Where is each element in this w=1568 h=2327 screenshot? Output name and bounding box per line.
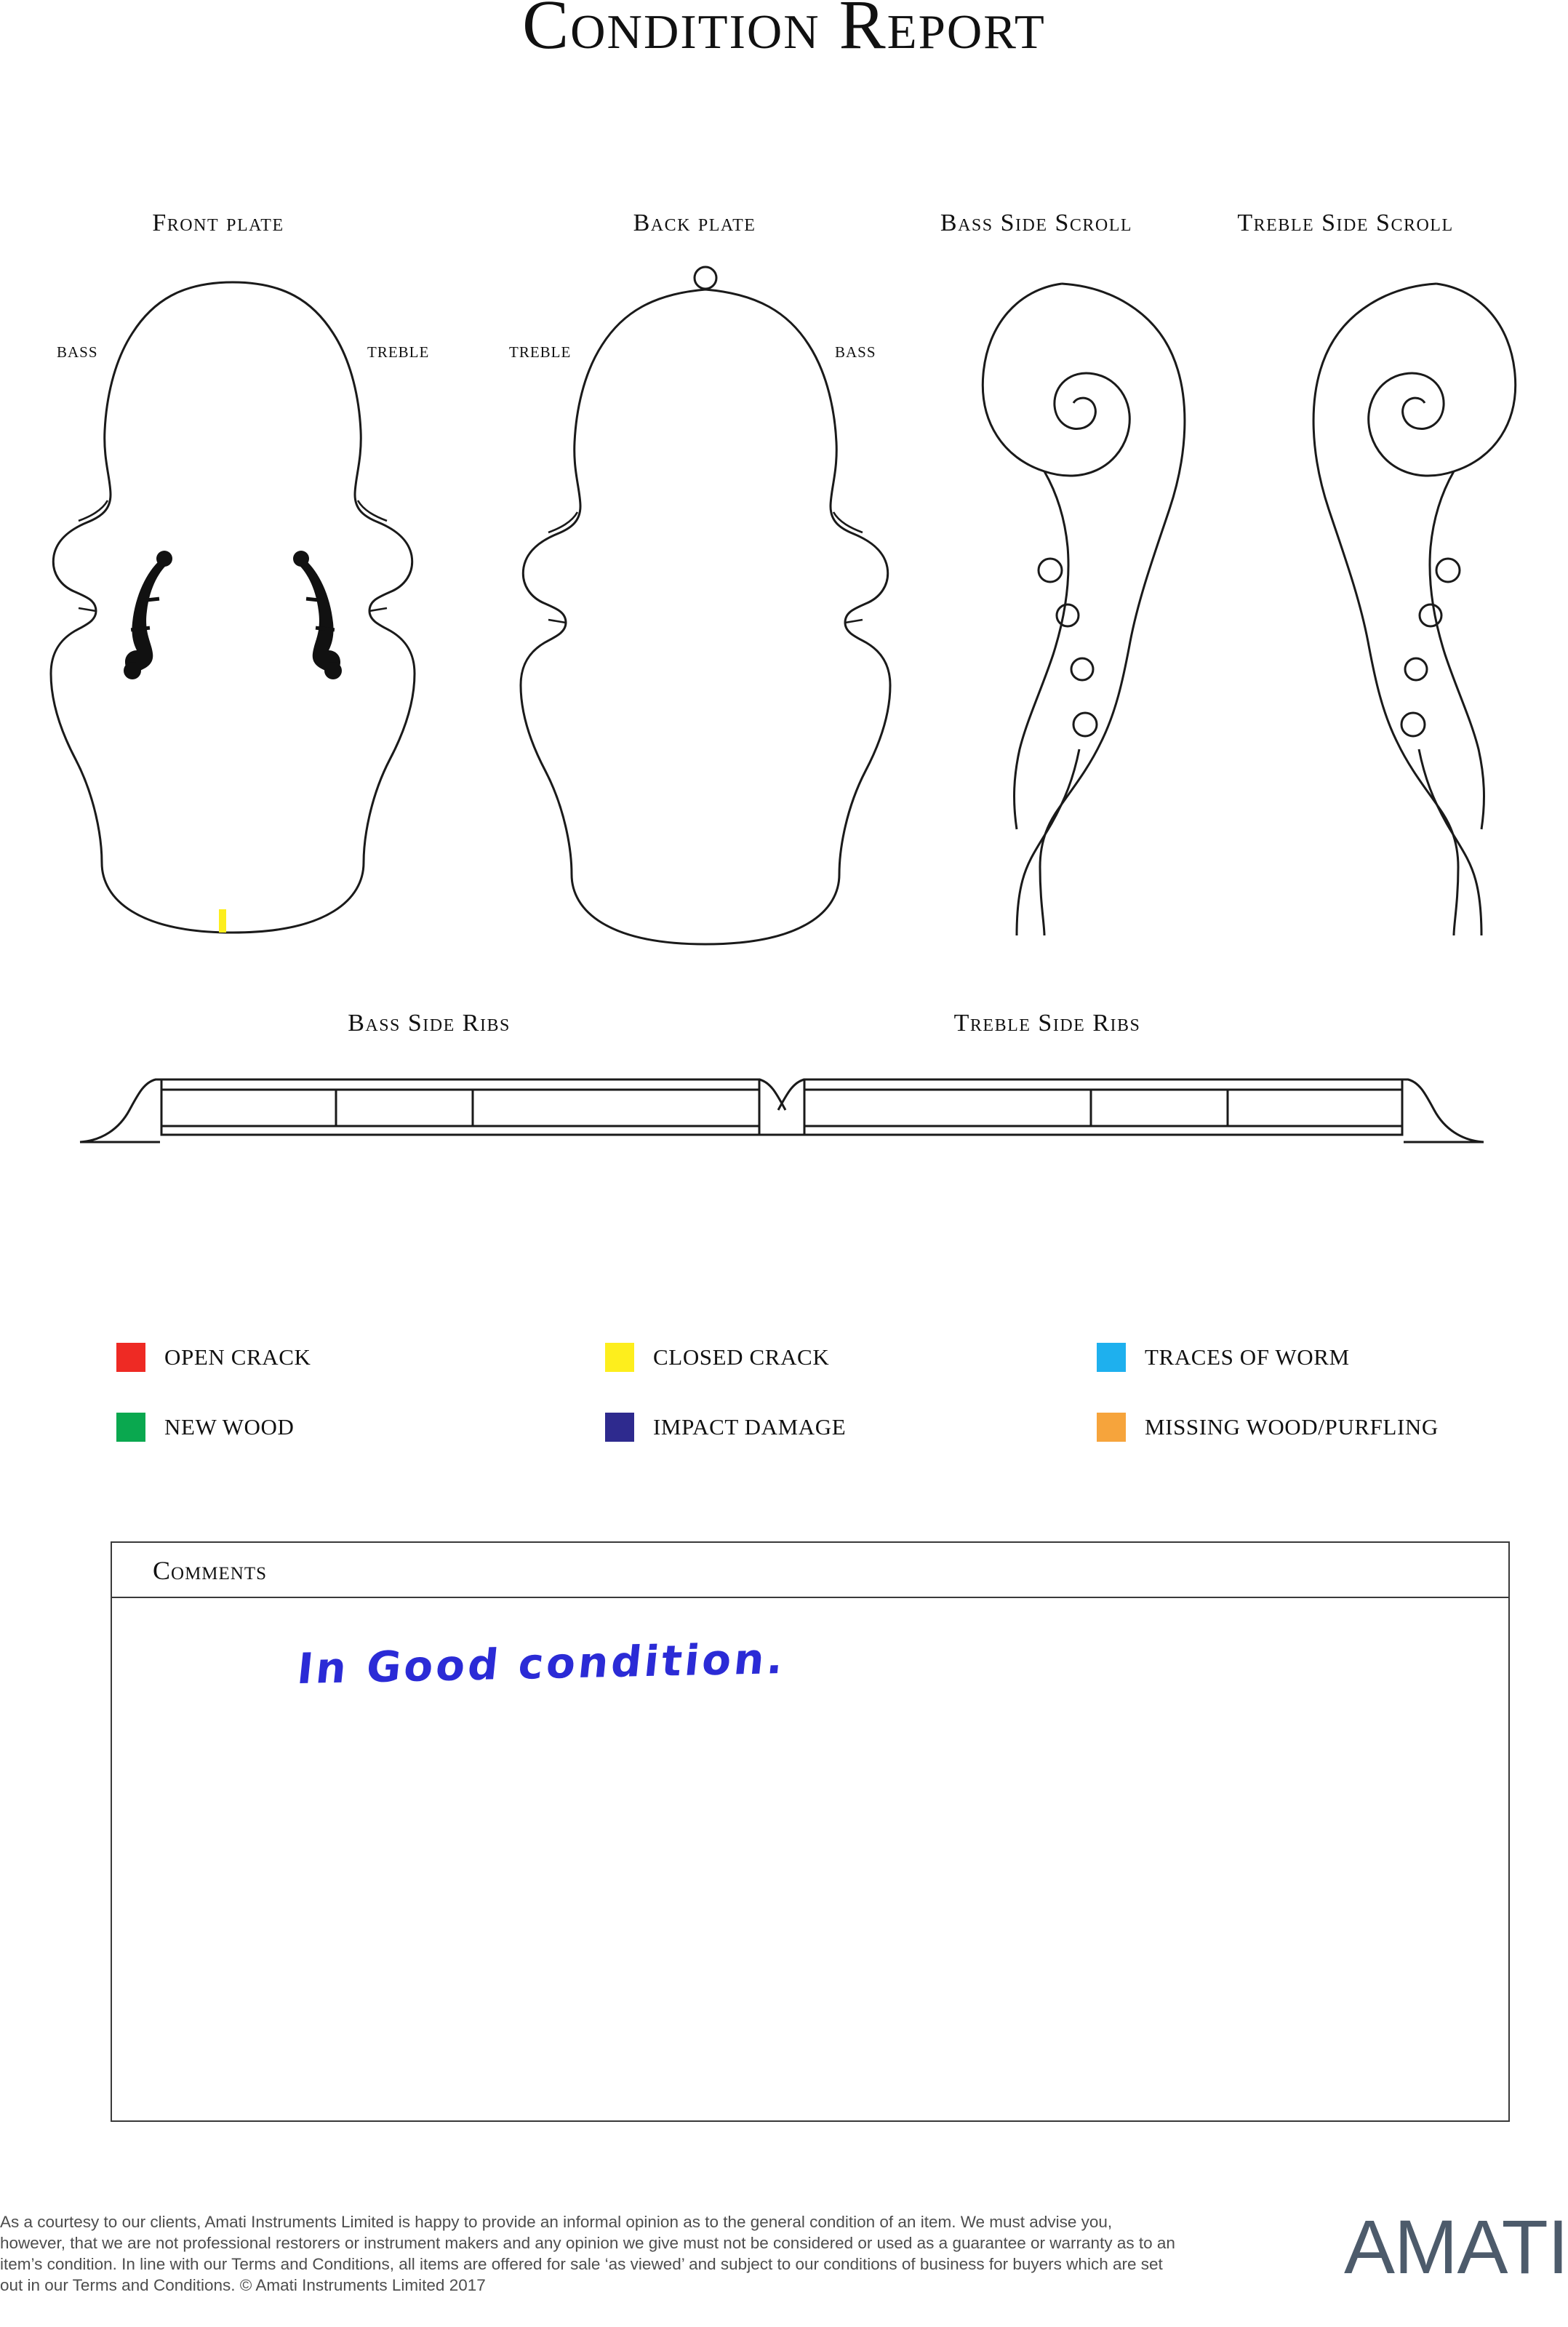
scroll-outline-bass [983, 284, 1185, 935]
marking-closed-crack [219, 909, 226, 933]
comments-input[interactable] [112, 1598, 1508, 2122]
legend-item-impact-damage [605, 1413, 846, 1442]
caption-bass-side-scroll: Bass Side Scroll [940, 209, 1133, 236]
page-title: Condition Report [522, 0, 1046, 63]
label-front-treble: TREBLE [367, 343, 430, 361]
swatch-open-crack [116, 1343, 145, 1372]
legend-item-new-wood [116, 1413, 294, 1442]
diagram-treble-side-scroll [1291, 276, 1524, 946]
swatch-closed-crack [605, 1343, 634, 1372]
diagram-bass-side-scroll [975, 276, 1207, 946]
comments-value: In Good condition. [295, 1633, 789, 1694]
comments-title: Comments [153, 1556, 268, 1585]
swatch-missing-wood [1097, 1413, 1126, 1442]
caption-back-plate: Back plate [633, 209, 756, 236]
rib-outline-bass [80, 1079, 807, 1142]
legend-item-traces-of-worm [1097, 1343, 1350, 1372]
legend-label-new-wood: NEW WOOD [164, 1414, 295, 1440]
swatch-new-wood [116, 1413, 145, 1442]
legend-label-missing-wood: MISSING WOOD/PURFLING [1145, 1414, 1439, 1440]
caption-treble-side-scroll: Treble Side Scroll [1237, 209, 1454, 236]
swatch-impact-damage [605, 1413, 634, 1442]
caption-front-plate: Front plate [152, 209, 284, 236]
comments-box [111, 1541, 1510, 2122]
f-hole-treble [293, 551, 342, 679]
legend-item-missing-wood [1097, 1413, 1439, 1442]
legend-label-open-crack: OPEN CRACK [164, 1344, 311, 1370]
scroll-outline-treble [1313, 284, 1516, 935]
legend-label-closed-crack: CLOSED CRACK [653, 1344, 830, 1370]
caption-bass-side-ribs: Bass Side Ribs [348, 1010, 511, 1037]
legend [0, 1331, 1568, 1462]
violin-front-outline [51, 282, 415, 933]
comments-header [112, 1543, 1508, 1598]
rib-outline-treble [756, 1079, 1484, 1142]
brand-logo: AMATI [1343, 2205, 1568, 2290]
label-front-bass: BASS [57, 343, 98, 361]
legend-item-closed-crack [605, 1343, 829, 1372]
legend-item-open-crack [116, 1343, 311, 1372]
diagram-treble-side-ribs [785, 1047, 1484, 1149]
legend-label-traces-of-worm: TRACES OF WORM [1145, 1344, 1350, 1370]
diagram-front-plate [44, 269, 422, 946]
violin-back-outline [521, 267, 890, 944]
caption-treble-side-ribs: Treble Side Ribs [953, 1010, 1141, 1037]
f-hole-bass [124, 551, 172, 679]
legend-label-impact-damage: IMPACT DAMAGE [653, 1414, 847, 1440]
label-back-treble: TREBLE [509, 343, 572, 361]
label-back-bass: BASS [835, 343, 876, 361]
swatch-traces-of-worm [1097, 1343, 1126, 1372]
footer-disclaimer: As a courtesy to our clients, Amati Instruments Limited is happy to provide an informal opinion as to the general condition of an item. We must advise you, however, that we are not professional restorers or instrument makers and any opinion we give must not be considered or used as a guarantee or warranty as to an item’s condition. In line with our Terms and Conditions, all items are offered for sale ‘as viewed’ and subject to our conditions of business for buyers which are set out in our Terms and Conditions. © Amati Instruments Limited 2017 [0, 2213, 1175, 2294]
diagram-bass-side-ribs [80, 1047, 778, 1149]
diagram-back-plate [502, 262, 909, 946]
